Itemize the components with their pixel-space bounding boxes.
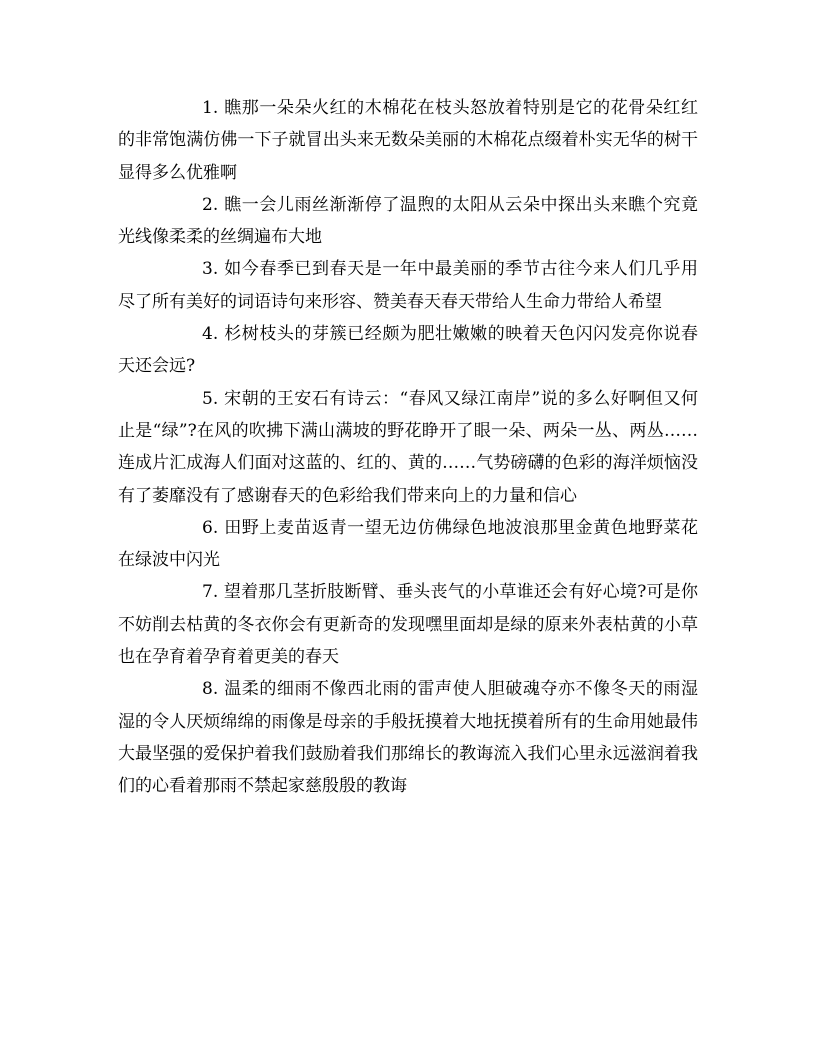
- paragraph-5: 5. 宋朝的王安石有诗云：“春风又绿江南岸”说的多么好啊但又何止是“绿”?在风的吹拂下满山满坡的野花睁开了眼一朵、两朵一丛、两丛……连成片汇成海人们面对这蓝的、红的、黄的……气势磅礴的色彩的海洋烦恼没有了萎靡没有了感谢春天的色彩给我们带来向上的力量和信心: [118, 388, 698, 506]
- paragraph-3: 3. 如今春季已到春天是一年中最美丽的季节古往今来人们几乎用尽了所有美好的词语诗句来形容、赞美春天春天带给人生命力带给人希望: [118, 259, 698, 312]
- paragraph-7: 7. 望着那几茎折肢断臂、垂头丧气的小草谁还会有好心境?可是你不妨削去枯黄的冬衣你会有更新奇的发现嘿里面却是绿的原来外表枯黄的小草也在孕育着孕育着更美的春天: [118, 582, 698, 668]
- paragraph-2: 2. 瞧一会儿雨丝渐渐停了温煦的太阳从云朵中探出头来瞧个究竟光线像柔柔的丝绸遍布大地: [118, 194, 698, 248]
- paragraph-4: 4. 杉树枝头的芽簇已经颇为肥壮嫩嫩的映着天色闪闪发亮你说春天还会远?: [118, 324, 698, 377]
- paragraph-6: 6. 田野上麦苗返青一望无边仿佛绿色地波浪那里金黄色地野菜花在绿波中闪光: [118, 517, 698, 571]
- paragraph-8: 8. 温柔的细雨不像西北雨的雷声使人胆破魂夺亦不像冬天的雨湿湿的令人厌烦绵绵的雨像是母亲的手般抚摸着大地抚摸着所有的生命用她最伟大最坚强的爱保护着我们鼓励着我们那绵长的教诲流入我们心里永远滋润着我们的心看着那雨不禁起家慈殷殷的教诲: [118, 679, 698, 797]
- document-body: [118, 92, 698, 803]
- paragraph-1: 1. 瞧那一朵朵火红的木棉花在枝头怒放着特别是它的花骨朵红红的非常饱满仿佛一下子就冒出头来无数朵美丽的木棉花点缀着朴实无华的树干显得多么优雅啊: [118, 98, 698, 183]
